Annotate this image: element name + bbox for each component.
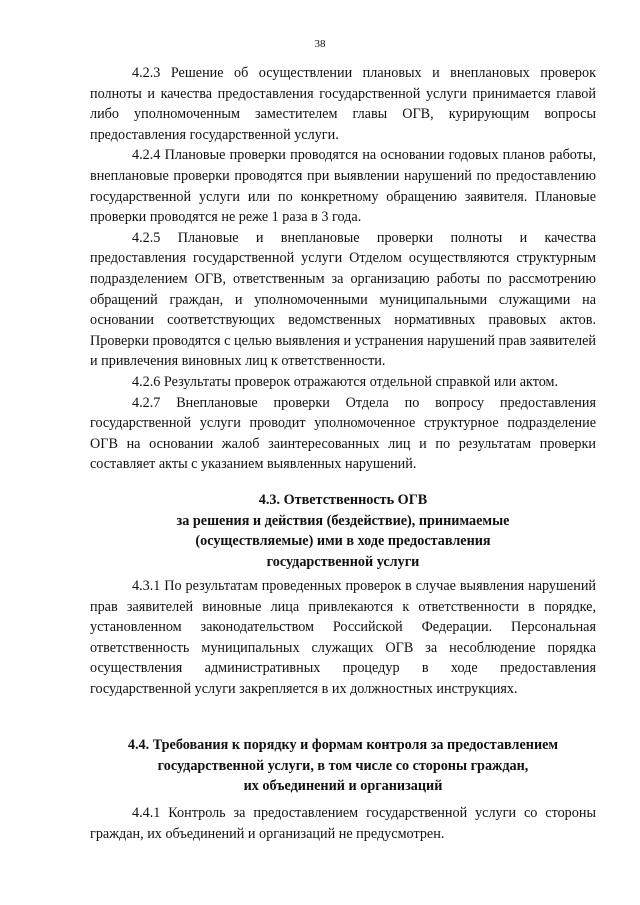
paragraph-4-2-5: 4.2.5 Плановые и внеплановые проверки полноты и качества предоставления государственной услуги Отделом осуществляются структурным подразделением ОГВ, ответственным за организацию работы по рассмотрению обращений граждан, и уполномоченными муниципальными служащими на основании соответствующих ведомственных нормативных правовых актов. Проверки проводятся с целью выявления и устранения нарушений прав заявителей и привлечения виновных лиц к ответственности. — [90, 229, 596, 370]
heading-line: государственной услуги — [266, 553, 420, 570]
paragraph-4-2-7: 4.2.7 Внеплановые проверки Отдела по вопросу предоставления государственной услуги проводит уполномоченное структурное подразделение ОГВ на основании жалоб заинтересованных лиц и по результатам проверки составляет акты с указанием выявленных нарушений. — [90, 394, 596, 473]
heading-line: за решения и действия (бездействие), принимаемые — [176, 512, 510, 529]
heading-line: их объединений и организаций — [243, 778, 443, 795]
paragraph-4-4-1: 4.4.1 Контроль за предоставлением государственной услуги со стороны граждан, их объединений и организаций не предусмотрен. — [90, 805, 596, 842]
section-4-4-body — [90, 803, 596, 844]
heading-line: 4.4. Требования к порядку и формам контроля за предоставлением — [127, 737, 559, 753]
section-4-3-heading — [90, 490, 596, 572]
paragraph-4-2-3: 4.2.3 Решение об осуществлении плановых и внеплановых проверок полноты и качества предоставления государственной услуги принимается главой либо уполномоченным заместителем главы ОГВ, курирующим вопросы предоставления государственной услуги. — [90, 65, 596, 143]
section-4-4-heading — [90, 735, 596, 797]
section-4-2-body — [90, 63, 596, 475]
paragraph-4-2-6: 4.2.6 Результаты проверок отражаются отдельной справкой или актом. — [132, 373, 559, 390]
section-4-3-body — [90, 576, 596, 700]
heading-line: государственной услуги, в том числе со стороны граждан, — [157, 757, 529, 774]
paragraph-4-2-4: 4.2.4 Плановые проверки проводятся на основании годовых планов работы, внеплановые проверки проводятся при выявлении нарушений по предоставлению государственной услуги или по конкретному обращению заявителя. Плановые проверки проводятся не реже 1 раза в 3 года. — [90, 147, 596, 226]
heading-line: (осуществляемые) ими в ходе предоставления — [195, 533, 491, 550]
paragraph-4-3-1: 4.3.1 По результатам проведенных проверок в случае выявления нарушений прав заявителей виновные лица привлекаются к ответственности в порядке, установленном законодательством Российской Федерации. Персональная ответственность муниципальных служащих ОГВ за несоблюдение порядка осуществления административных процедур в ходе предоставления государственной услуги закрепляется в их должностных инструкциях. — [90, 578, 596, 697]
page-number: 38 — [314, 38, 326, 50]
heading-line: 4.3. Ответственность ОГВ — [258, 492, 428, 508]
